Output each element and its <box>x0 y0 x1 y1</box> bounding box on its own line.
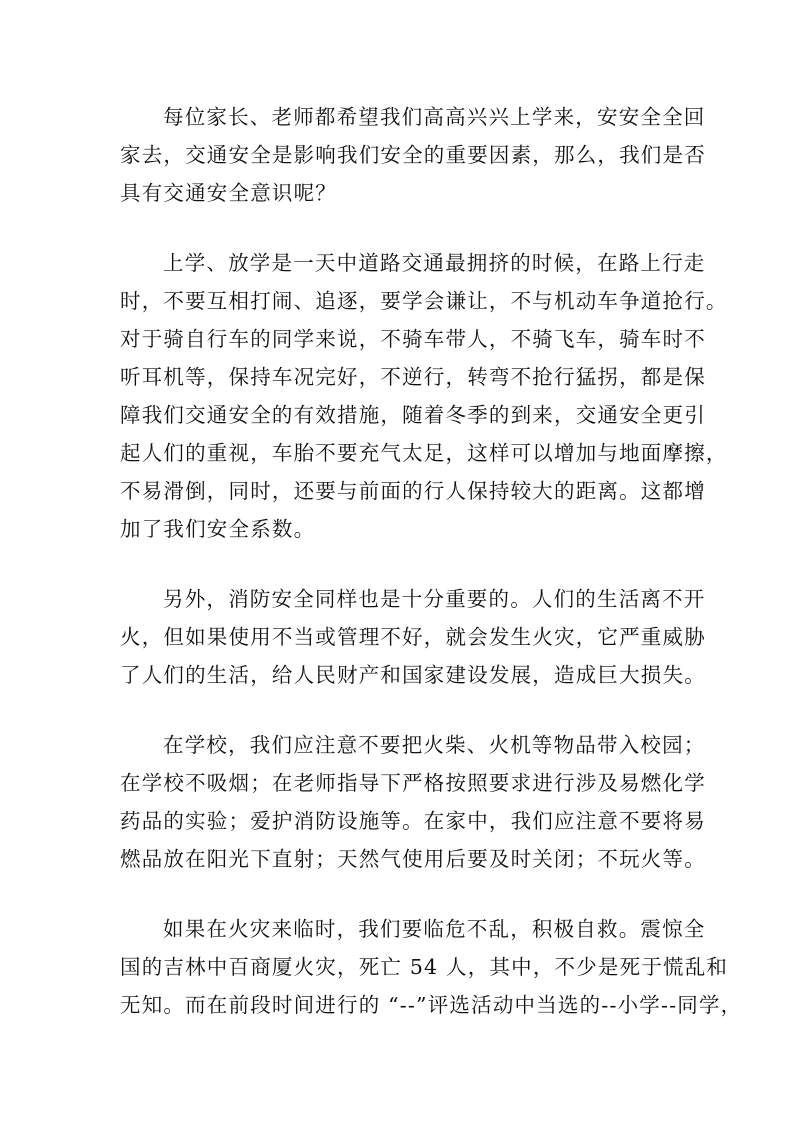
text-line: 起人们的重视，车胎不要充气太足，这样可以增加与地面摩擦， <box>120 441 728 465</box>
paragraph-fire-emergency <box>120 910 743 1024</box>
text-line: 每位家长、老师都希望我们高高兴兴上学来，安安全全回 <box>163 105 706 129</box>
text-line: 在学校不吸烟；在老师指导下严格按照要求进行涉及易燃化学 <box>120 771 706 795</box>
text-line: 加了我们安全系数。 <box>120 517 316 541</box>
text-line: 家去，交通安全是影响我们安全的重要因素，那么，我们是否 <box>120 143 706 167</box>
paragraph-fire-safety <box>120 580 706 694</box>
text-line: 了人们的生活，给人民财产和国家建设发展，造成巨大损失。 <box>120 663 706 687</box>
text-line: 时，不要互相打闹、追逐，要学会谦让，不与机动车争道抢行。 <box>120 289 728 313</box>
text-line: 听耳机等，保持车况完好，不逆行，转弯不抢行猛拐，都是保 <box>120 365 706 389</box>
text-line: 另外，消防安全同样也是十分重要的。人们的生活离不开 <box>163 587 706 611</box>
paragraph-school-home-rules <box>120 726 706 878</box>
text-line: 障我们交通安全的有效措施，随着冬季的到来，交通安全更引 <box>120 403 706 427</box>
text-line: 具有交通安全意识呢？ <box>120 181 337 205</box>
text-line: 对于骑自行车的同学来说，不骑车带人，不骑飞车，骑车时不 <box>120 327 706 351</box>
paragraph-traffic-safety <box>120 244 728 548</box>
text-line: 上学、放学是一天中道路交通最拥挤的时候，在路上行走 <box>163 251 706 275</box>
text-line: 火，但如果使用不当或管理不好，就会发生火灾，它严重威胁 <box>120 625 706 649</box>
text-line: 在学校，我们应注意不要把火柴、火机等物品带入校园； <box>163 733 706 757</box>
text-line: 不易滑倒，同时，还要与前面的行人保持较大的距离。这都增 <box>120 479 706 503</box>
text-line: 燃品放在阳光下直射；天然气使用后要及时关闭；不玩火等。 <box>120 847 706 871</box>
paragraph-greeting <box>120 98 706 212</box>
text-line: 国的吉林中百商厦火灾，死亡 54 人，其中，不少是死于慌乱和 <box>120 955 729 979</box>
text-line: 如果在火灾来临时，我们要临危不乱，积极自救。震惊全 <box>163 917 706 941</box>
document-body <box>120 98 743 1056</box>
text-line: 无知。而在前段时间进行的 “--”评选活动中当选的--小学--同学， <box>120 993 743 1017</box>
text-line: 药品的实验；爱护消防设施等。在家中，我们应注意不要将易 <box>120 809 706 833</box>
